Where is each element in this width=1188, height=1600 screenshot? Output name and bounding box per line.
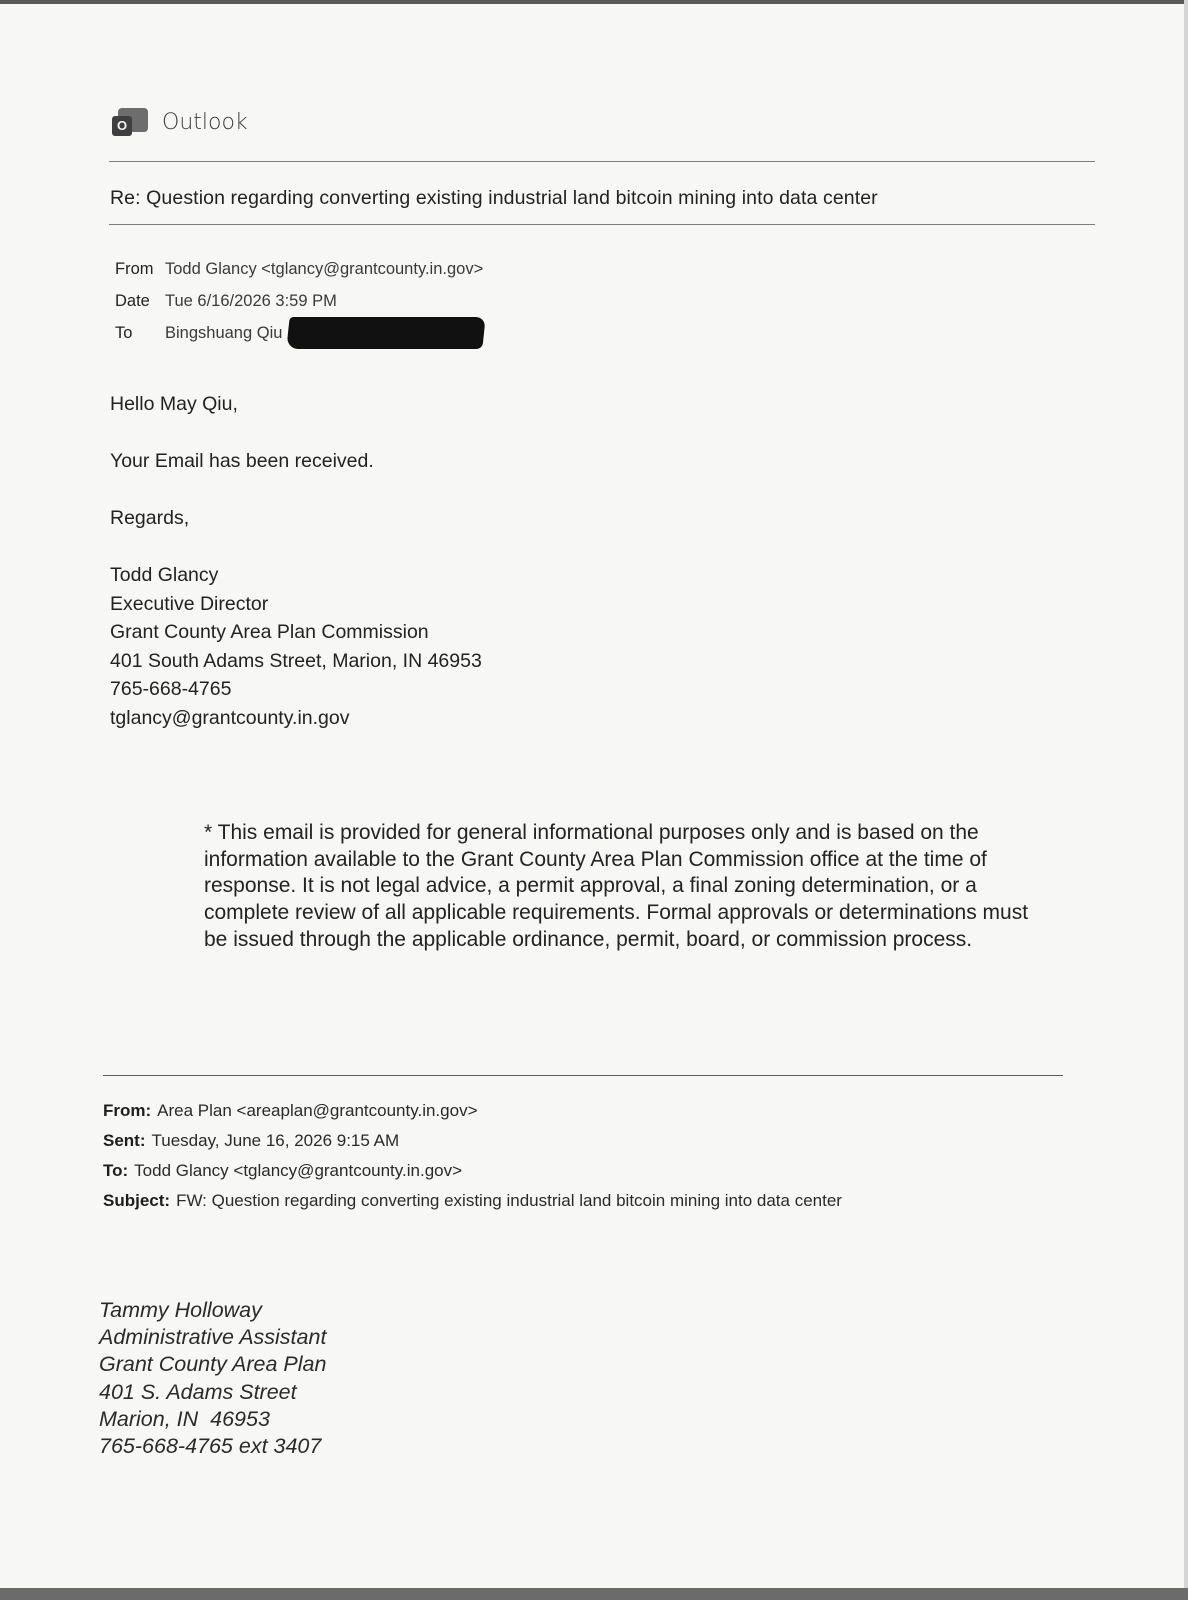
email-body — [110, 390, 482, 732]
fwd-signature-line: Marion, IN 46953 — [99, 1406, 270, 1431]
fwd-to-label: To: — [103, 1161, 129, 1180]
closing: Regards, — [110, 507, 190, 529]
fwd-signature-line: Grant County Area Plan — [99, 1352, 327, 1377]
date-value: Tue 6/16/2026 3:59 PM — [165, 291, 337, 310]
email-subject: Re: Question regarding converting existing industrial land bitcoin mining into data center — [110, 187, 878, 209]
fwd-from-value: Area Plan <areaplan@grantcounty.in.gov> — [157, 1101, 478, 1120]
fwd-signature-line: Tammy Holloway — [99, 1298, 262, 1322]
to-value[interactable]: Bingshuang Qiu — [165, 323, 283, 342]
scan-border-right — [1184, 0, 1188, 1600]
fwd-sent-label: Sent: — [103, 1131, 146, 1150]
subject-divider — [109, 224, 1095, 225]
fwd-signature-line: Administrative Assistant — [99, 1325, 327, 1350]
fwd-subject-label: Subject: — [103, 1191, 171, 1210]
scan-border-bottom — [0, 1588, 1188, 1600]
fwd-sent-row — [103, 1126, 842, 1156]
signature-line: 401 South Adams Street, Marion, IN 46953 — [110, 649, 482, 672]
signature-line: 765-668-4765 — [110, 678, 232, 700]
disclaimer: * This email is provided for general informational purposes only and is based on the information available to the Grant County Area Plan Commission office at the time of response. It is not legal advice, a permit approval, a final zoning determination, or a complete review of all applicable requirements. Formal approvals or determinations must be issued through the applicable ordinance, permit, board, or commission process. — [204, 821, 1029, 951]
app-title: Outlook — [162, 109, 248, 135]
from-value[interactable]: Todd Glancy <tglancy@grantcounty.in.gov> — [165, 259, 484, 278]
signature-block — [110, 561, 482, 732]
fwd-from-label: From: — [103, 1101, 152, 1120]
date-row — [115, 285, 484, 317]
fwd-to-value: Todd Glancy <tglancy@grantcounty.in.gov> — [134, 1161, 463, 1180]
forwarded-signature — [99, 1297, 326, 1460]
signature-email[interactable]: tglancy@grantcounty.in.gov — [110, 706, 350, 729]
app-header — [112, 102, 248, 142]
forward-divider — [103, 1075, 1063, 1076]
to-row — [115, 317, 484, 349]
fwd-from-row — [103, 1096, 842, 1126]
fwd-signature-line: 765-668-4765 ext 3407 — [99, 1434, 322, 1459]
signature-line: Grant County Area Plan Commission — [110, 621, 429, 643]
redacted-address — [287, 317, 486, 349]
email-meta — [115, 253, 484, 349]
greeting: Hello May Qiu, — [110, 393, 238, 415]
date-label: Date — [115, 291, 150, 310]
fwd-signature-line: 401 S. Adams Street — [99, 1379, 297, 1404]
forwarded-header — [103, 1096, 842, 1216]
signature-line: Todd Glancy — [110, 564, 219, 586]
fwd-subject-value: FW: Question regarding converting existing industrial land bitcoin mining into data center — [176, 1191, 842, 1210]
from-row — [115, 253, 484, 285]
signature-line: Executive Director — [110, 592, 269, 615]
header-divider — [109, 161, 1095, 162]
fwd-sent-value: Tuesday, June 16, 2026 9:15 AM — [151, 1131, 400, 1150]
fwd-subject-row — [103, 1186, 842, 1216]
message: Your Email has been received. — [110, 450, 374, 472]
scan-border-top — [0, 0, 1188, 4]
outlook-icon: O — [112, 106, 148, 138]
from-label: From — [115, 259, 154, 278]
to-label: To — [115, 323, 133, 342]
fwd-to-row — [103, 1156, 842, 1186]
